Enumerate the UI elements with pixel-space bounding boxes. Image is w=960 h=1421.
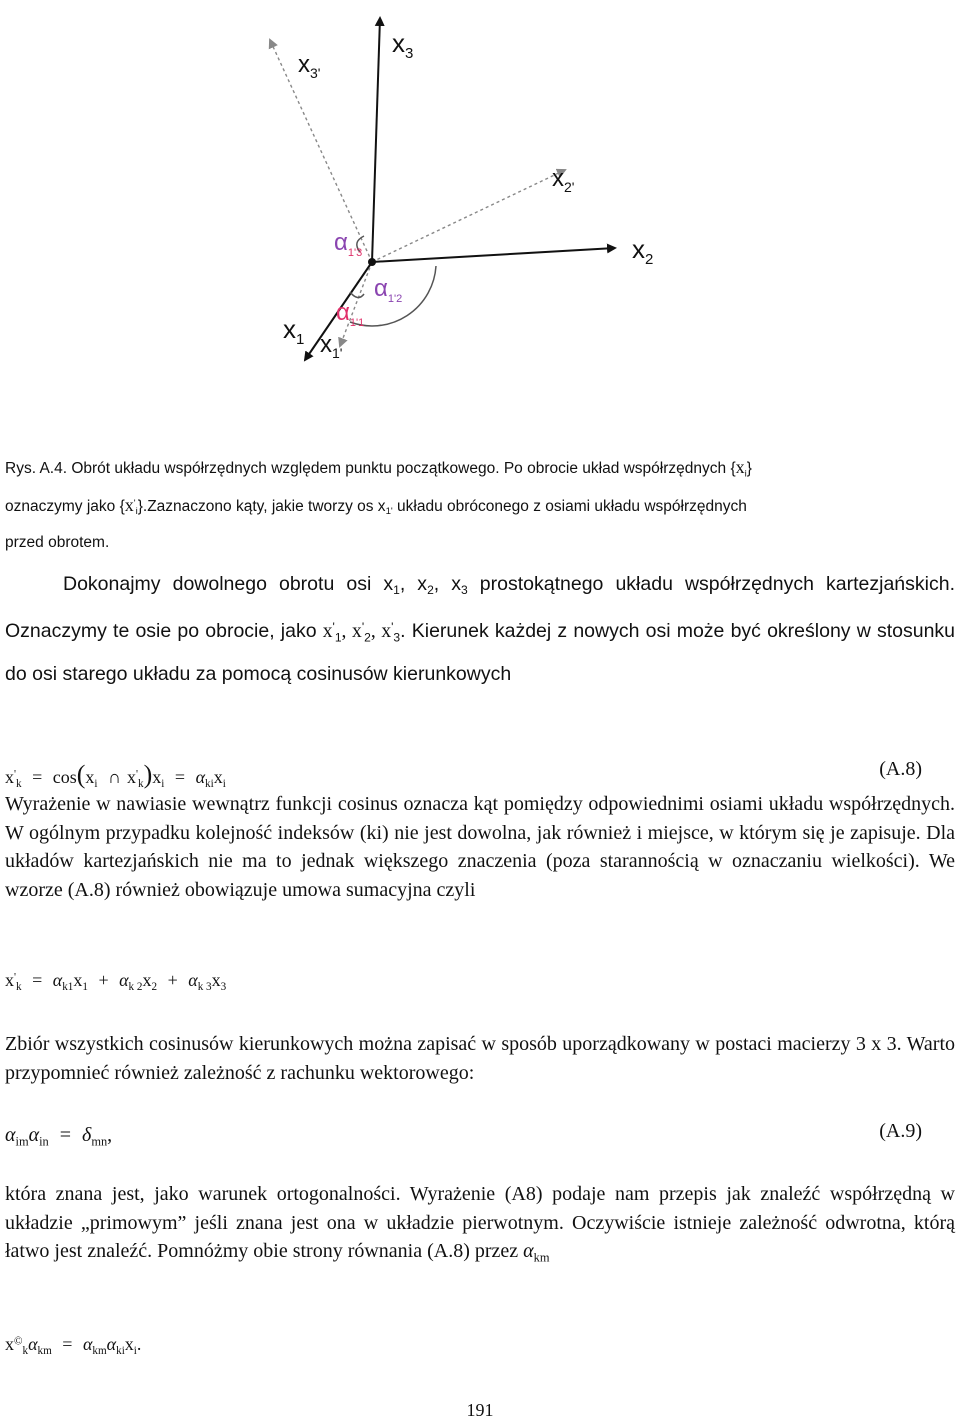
label-x2: $x_2$ (632, 234, 654, 268)
caption-line-1: Rys. A.4. Obrót układu współrzędnych względem punktu początkowego. Po obrocie układ współrzędnych $\{x_i\}$ (5, 457, 752, 480)
equation-a9-label: (A.9) (879, 1120, 922, 1142)
page-number: 191 (466, 1400, 494, 1420)
label-x3: $x_3$ (392, 28, 414, 62)
equation-a8: $x'_k = \cos(x_i$ ∩ $x'_k)x_i = \alpha_{ki}x_i$ (5, 760, 226, 790)
axis-x3-line (372, 18, 380, 262)
label-x3p: $x_{3'}$ (298, 51, 321, 81)
equation-sum: $x'_k = \alpha_{k1}x_1 + \alpha_{k 2}x_2 + \alpha_{k 3}x_3$ (5, 970, 227, 993)
caption-line-2: oznaczymy jako $\{x'_i\}.Zaznaczono$ kąty, jakie tworzy os $x_{1'}$ układu obróconego z osiami układu współrzędnych (5, 495, 747, 518)
axis-x2p-line (372, 170, 565, 262)
paragraph-2: Wyrażenie w nawiasie wewnątrz funkcji cosinus oznacza kąt pomiędzy odpowiednimi osiami układu współrzędnych. W ogólnym przypadku kolejność indeksów (ki) nie jest dowolna, jak również i miejsce, w którym się je zapisuje. Dla układów kartezjańskich nie ma to jednak większego znaczenia (poza starannością w oznaczaniu wielkości). We wzorze (A.8) również obowiązuje umowa sumacyjna czyli (5, 793, 955, 901)
paragraph-3: Zbiór wszystkich cosinusów kierunkowych można zapisać w sposób uporządkowany w postaci macierzy 3 x 3. Warto przypomnieć również zależność z rachunku wektorowego: (5, 1033, 955, 1084)
rotation-figure (0, 0, 960, 430)
label-x1p: $x_{1'}$ (320, 331, 343, 361)
paragraph-4: która znana jest, jako warunek ortogonalności. Wyrażenie (A8) podaje nam przepis jak znaleźć współrzędną w układzie „primowym” jeśli znana jest ona w układzie pierwotnym. Oczywiście istnieje zależność odwrotna, którą łatwo jest znaleźć. Pomnóżmy obie strony równania (A.8) przez $\alpha_{km}$ (5, 1183, 955, 1265)
label-alpha-12: $\alpha_{1'2}$ (374, 275, 403, 305)
label-x2p: $x_{2'}$ (552, 165, 575, 195)
axis-x3p-line (270, 40, 372, 262)
rotation-diagram (0, 0, 960, 430)
equation-a8-label: (A.8) (879, 758, 922, 780)
label-alpha-11: $\alpha_{1'1}$ (336, 299, 365, 329)
caption-line-3: przed obrotem. (5, 533, 110, 551)
equation-inverse: $x©_k\alpha_{km} = \alpha_{km}\alpha_{ki}x_i$. (5, 1334, 142, 1357)
equation-a9: $\alpha_{im}\alpha_{in} = \delta_{mn}$, (5, 1124, 113, 1149)
label-x1: $x_1$ (283, 314, 305, 348)
label-alpha-13: $\alpha_{1'3}$ (334, 229, 363, 259)
axis-x2-line (372, 248, 615, 262)
paragraph-1: Dokonajmy dowolnego obrotu osi $x_1$, $x_2$, $x_3$ prostokątnego układu współrzędnych kartezjańskich. Oznaczymy te osie po obrocie, jako $x'_1$, $x'_2$, $x'_3$. Kierunek każdej z nowych osi może być określony w stosunku do osi starego układu za pomocą cosinusów kierunkowych (5, 573, 956, 686)
figure-caption (5, 452, 955, 558)
origin-point (368, 258, 376, 266)
